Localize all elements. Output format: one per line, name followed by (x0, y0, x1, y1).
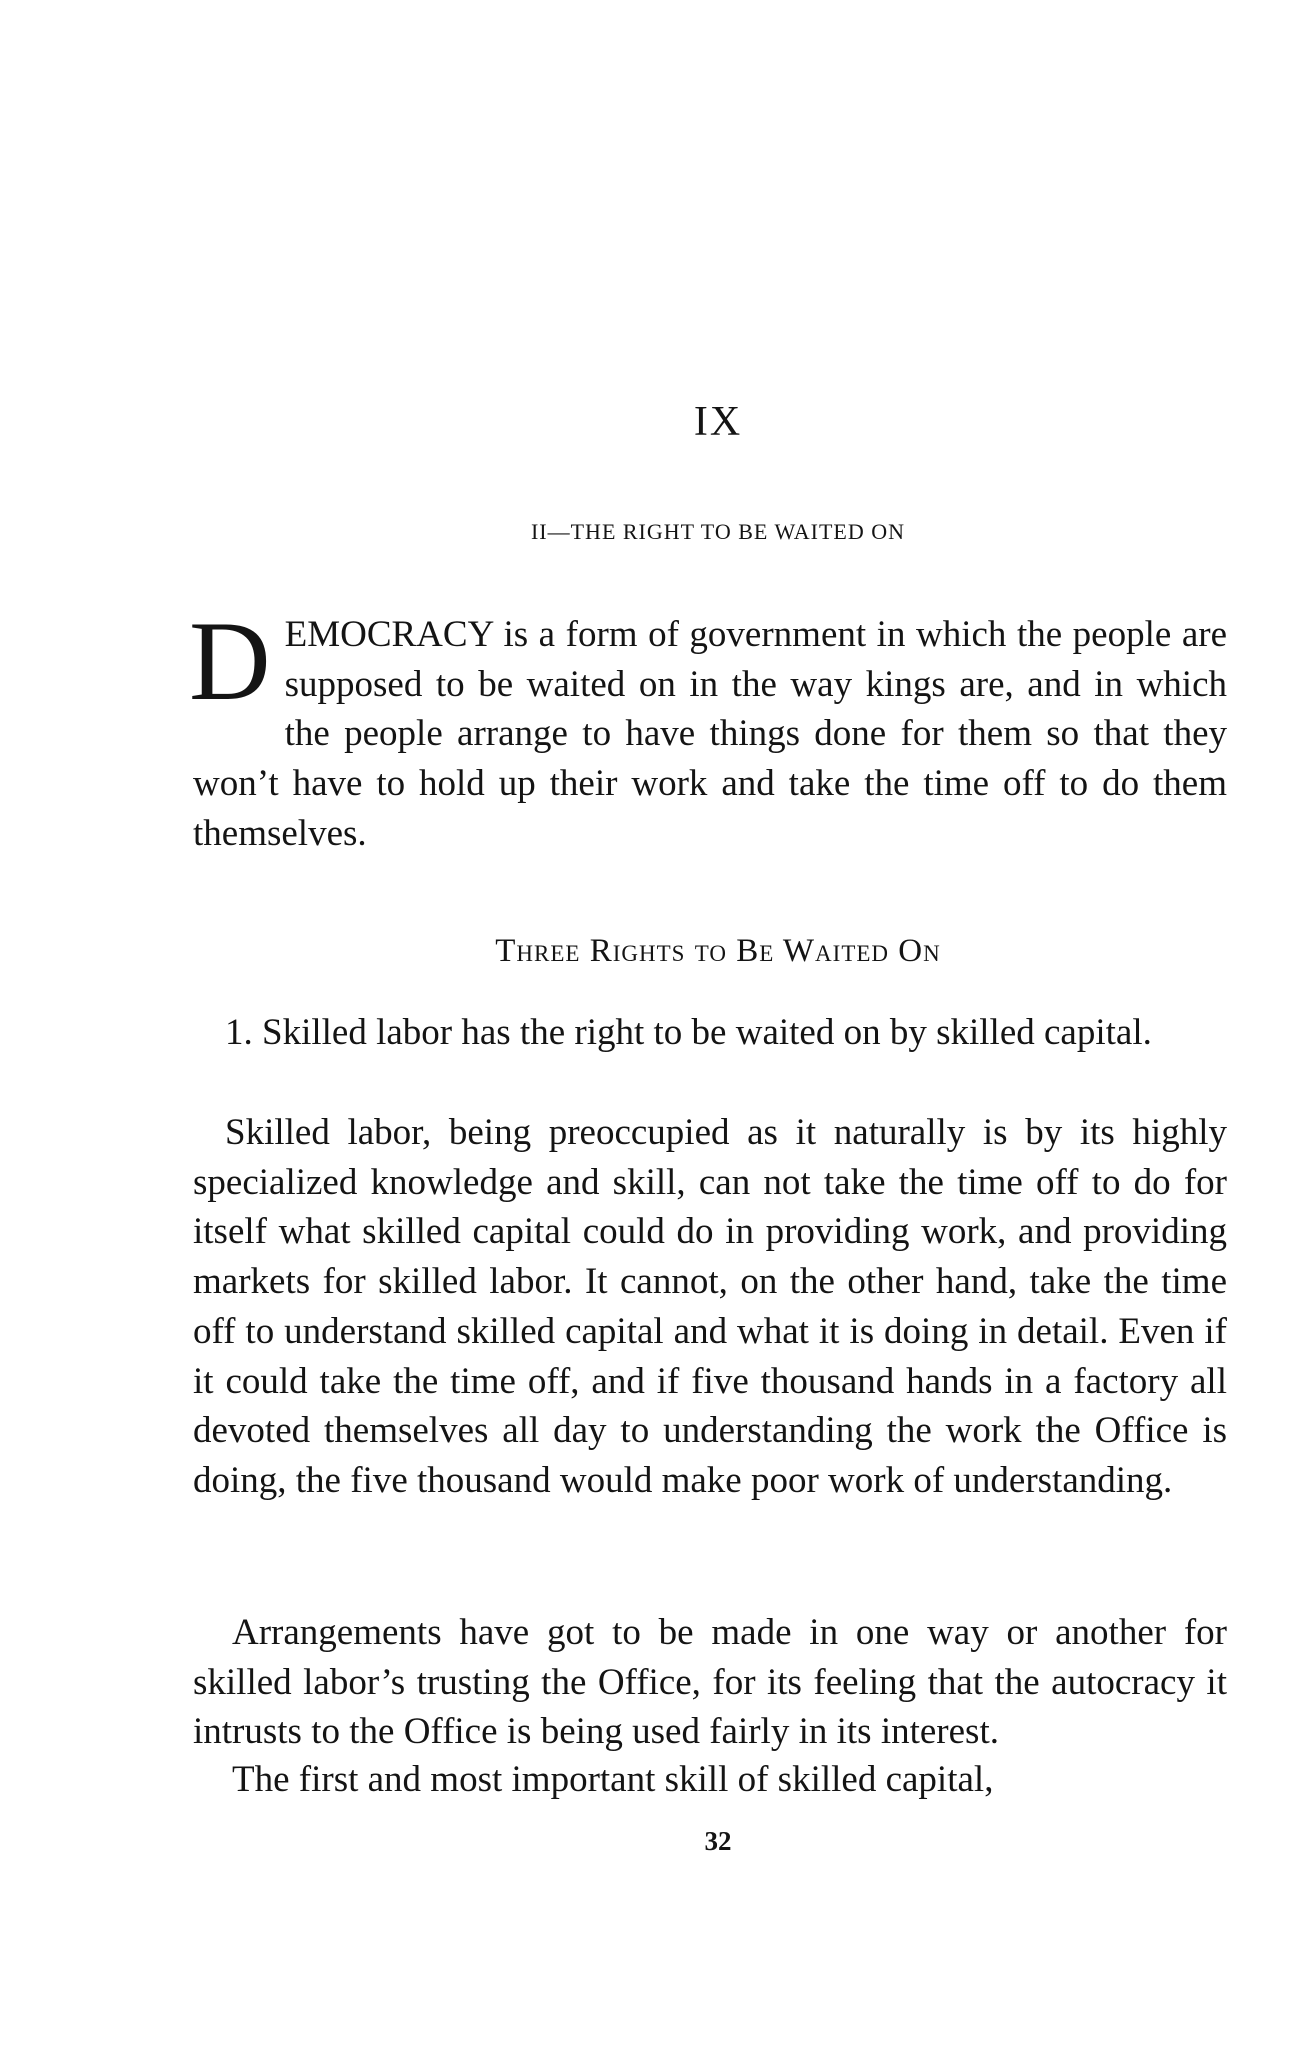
paragraph-2: Skilled labor, being preoccupied as it naturally is by its highly specialized knowledge and skill, can not take the time off to do for itself what skilled capital could do in providing work, and providing markets for skilled labor. It cannot, on the other hand, take the time off to understand skilled capital and what it is doing in detail. Even if it could take the time off, and if five thousand hands in a factory all devoted themselves all day to understanding the work the Office is doing, the five thousand would make poor work of understanding. (193, 1112, 1227, 1501)
paragraph-3: Arrangements have got to be made in one way or another for skilled labor’s trusting the Office, for its feeling that the autocracy it intrusts to the Office is being used fairly in its interest. (193, 1612, 1227, 1753)
opening-text: EMOCRACY is a form of government in which the people are supposed to be waited on in the way kings are, and in which the people arrange to have things done for them so that they won’t have to hold up their work and take the time off to do them themselves. (193, 614, 1227, 854)
chapter-number: IX (693, 399, 743, 445)
section-heading: II—THE RIGHT TO BE WAITED ON (530, 519, 906, 544)
opening-paragraph (189, 599, 1227, 859)
paragraph-4: The first and most important skill of skilled capital, (232, 1759, 994, 1800)
page-number: 32 (704, 1826, 732, 1856)
drop-cap: D (189, 599, 271, 724)
paragraph-1: 1. Skilled labor has the right to be waited on by skilled capital. (225, 1012, 1152, 1053)
subheading: Three Rights to Be Waited On (495, 933, 941, 969)
